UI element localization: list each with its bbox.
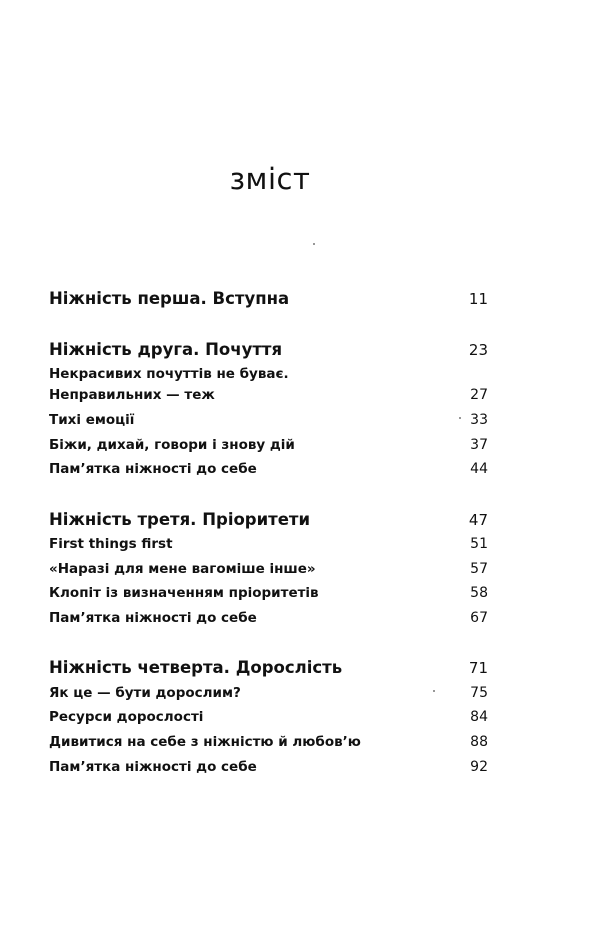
toc-entry-title: Ресурси дорослості	[49, 709, 204, 725]
toc-entry-title: Неправильних — теж	[49, 387, 215, 403]
toc-entry-page: 37	[470, 437, 488, 453]
toc-entry-title: Ніжність третя. Пріоритети	[49, 510, 311, 529]
toc-entry-page: 51	[470, 536, 488, 552]
toc-entry-section	[49, 561, 488, 577]
toc-entry-title: Пам’ятка ніжності до себе	[49, 759, 257, 775]
toc-entry-section	[49, 585, 488, 601]
toc-entry-section	[49, 387, 488, 403]
toc-entry-title: Дивитися на себе з ніжністю й любов’ю	[49, 734, 361, 750]
toc-entry-title: Ніжність четверта. Дорослість	[49, 658, 343, 677]
toc-entry-page: 88	[470, 734, 488, 750]
toc-entry-section	[49, 610, 488, 626]
toc-entry-chapter-2	[49, 340, 488, 359]
toc-entry-section	[49, 734, 488, 750]
toc-entry-page: 23	[468, 341, 488, 359]
scan-speck	[459, 417, 461, 419]
toc-entry-page: 47	[468, 511, 488, 529]
toc-entry-title: Ніжність друга. Почуття	[49, 340, 283, 359]
toc-entry-title: Як це — бути дорослим?	[49, 685, 241, 701]
toc-entry-title: First things first	[49, 536, 173, 552]
toc-entry-section	[49, 709, 488, 725]
toc-entry-page: 58	[470, 585, 488, 601]
toc-entry-chapter-3	[49, 510, 488, 529]
toc-entry-section	[49, 437, 488, 453]
toc-entry-chapter-1	[49, 289, 488, 308]
scan-speck	[313, 243, 315, 245]
toc-entry-title: «Наразі для мене вагоміше інше»	[49, 561, 316, 577]
page-title: зміст	[229, 162, 311, 196]
toc-entry-section	[49, 759, 488, 775]
toc-entry-title: Біжи, дихай, говори і знову дій	[49, 437, 295, 453]
toc-entry-page: 92	[470, 759, 488, 775]
toc-entry-page: 57	[470, 561, 488, 577]
toc-entry-page: 44	[470, 461, 488, 477]
toc-entry-section	[49, 685, 488, 701]
toc-entry-section	[49, 366, 488, 382]
toc-entry-section	[49, 536, 488, 552]
toc-entry-title: Пам’ятка ніжності до себе	[49, 461, 257, 477]
toc-entry-section	[49, 412, 488, 428]
toc-entry-section	[49, 461, 488, 477]
toc-entry-title: Некрасивих почуттів не буває.	[49, 366, 289, 382]
toc-entry-page: 33	[470, 412, 488, 428]
toc-entry-page: 67	[470, 610, 488, 626]
toc-entry-title: Ніжність перша. Вступна	[49, 289, 290, 308]
toc-entry-page: 75	[470, 685, 488, 701]
toc-entry-page: 84	[470, 709, 488, 725]
toc-entry-page: 27	[470, 387, 488, 403]
toc-entry-page: 11	[468, 290, 488, 308]
toc-entry-chapter-4	[49, 658, 488, 677]
toc-entry-title: Пам’ятка ніжності до себе	[49, 610, 257, 626]
toc-entry-page: 71	[468, 659, 488, 677]
toc-entry-title: Клопіт із визначенням пріоритетів	[49, 585, 319, 601]
toc-entry-title: Тихі емоції	[49, 412, 135, 428]
scan-speck	[433, 690, 435, 692]
